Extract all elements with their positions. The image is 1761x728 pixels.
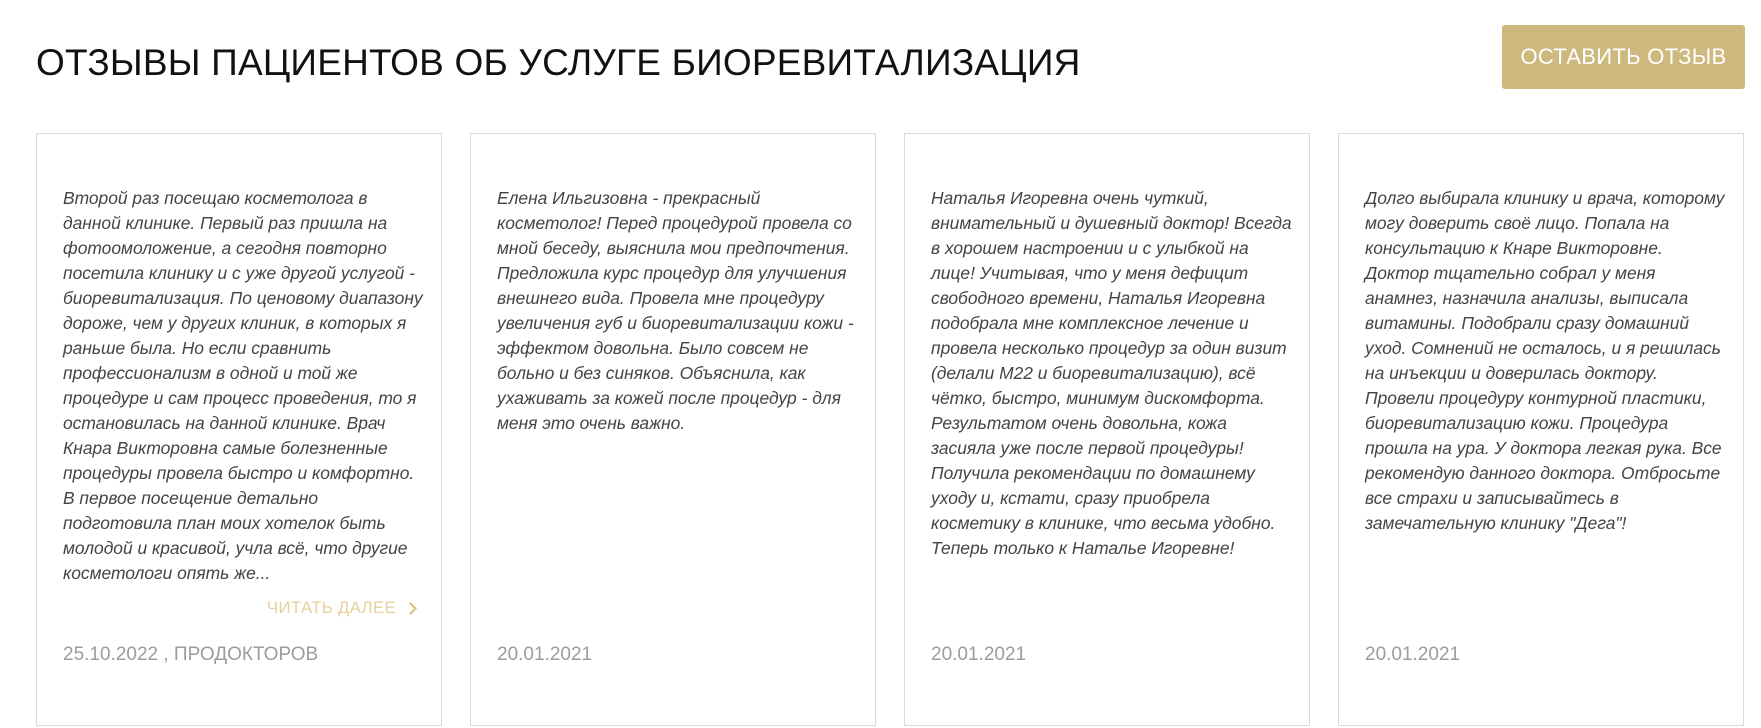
review-text: Долго выбирала клинику и врача, которому могу доверить своё лицо. Попала на консультацию к Кнаре Викторовне. Доктор тщательно собрал у меня анамнез, назначила анализы, выписала витамины. Подобрали сразу домашний уход. Сомнений не осталось, и я решилась на инъекции и доверилась доктору. Провели процедуру контурной пластики, биоревитализацию кожи. Процедура прошла на ура. У доктора легкая рука. Все рекомендую данного доктора. Отбросьте все страхи и записывайтесь в замечательную клинику "Дега"! [1365, 188, 1725, 533]
leave-review-button[interactable]: ОСТАВИТЬ ОТЗЫВ [1502, 25, 1745, 89]
review-card [36, 133, 442, 726]
review-card [470, 133, 876, 726]
review-text: Наталья Игоревна очень чуткий, внимательный и душевный доктор! Всегда в хорошем настроении и с улыбкой на лице! Учитывая, что у меня дефицит свободного времени, Наталья Игоревна подобрала мне комплексное лечение и провела несколько процедур за один визит (делали М22 и биоревитализацию), всё чётко, быстро, минимум дискомфорта. Результатом очень довольна, кожа засияла уже после первой процедуры! Получила рекомендации по домашнему уходу и, кстати, сразу приобрела косметику в клинике, что весьма удобно. Теперь только к Наталье Игоревне! [931, 188, 1292, 558]
review-card [1338, 133, 1744, 726]
review-date: 20.01.2021 [931, 644, 1027, 665]
read-more-link[interactable] [267, 598, 415, 618]
review-card [904, 133, 1310, 726]
page-title: ОТЗЫВЫ ПАЦИЕНТОВ ОБ УСЛУГЕ БИОРЕВИТАЛИЗАЦИЯ [36, 42, 1081, 83]
review-date: 20.01.2021 [1365, 644, 1461, 665]
read-more-label: ЧИТАТЬ ДАЛЕЕ [266, 598, 396, 617]
chevron-right-icon [404, 602, 417, 615]
review-date-source: 25.10.2022 , ПРОДОКТОРОВ [63, 644, 319, 665]
review-date: 20.01.2021 [497, 644, 593, 665]
reviews-list [36, 133, 1744, 726]
review-text: Елена Ильгизовна - прекрасный косметолог! Перед процедурой провела со мной беседу, выяснила мои предпочтения. Предложила курс процедур для улучшения внешнего вида. Провела мне процедуру увеличения губ и биоревитализации кожи - эффектом довольна. Было совсем не больно и без синяков. Объяснила, как ухаживать за кожей после процедур - для меня это очень важно. [497, 188, 854, 433]
review-text: Второй раз посещаю косметолога в данной клинике. Первый раз пришла на фотоомоложение, а сегодня повторно посетила клинику и с уже другой услугой - биоревитализация. По ценовому диапазону дороже, чем у других клиник, в которых я раньше была. Но если сравнить профессионализм в одной и той же процедуре и сам процесс проведения, то я остановилась на данной клинике. Врач Кнара Викторовна самые болезненные процедуры провела быстро и комфортно. В первое посещение детально подготовила план моих хотелок быть молодой и красивой, учла всё, что другие косметологи опять же... [63, 188, 423, 583]
